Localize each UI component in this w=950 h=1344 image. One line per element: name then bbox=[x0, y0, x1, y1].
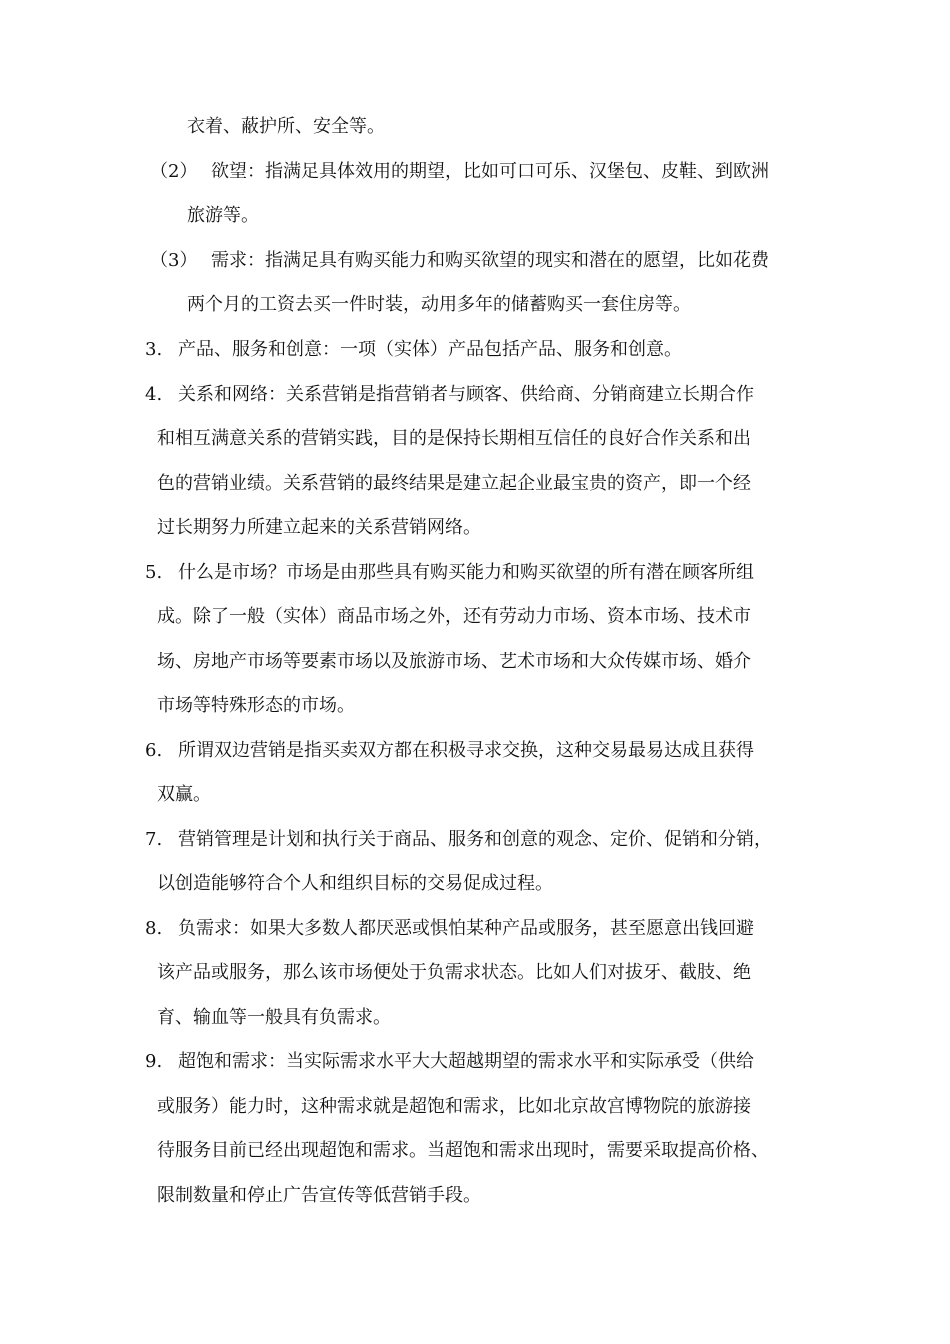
list-item-line: 以创造能够符合个人和组织目标的交易促成过程。 bbox=[157, 873, 553, 894]
list-item-marker: 6. bbox=[145, 740, 163, 761]
list-item-line: 待服务目前已经出现超饱和需求。当超饱和需求出现时，需要采取提高价格、 bbox=[157, 1140, 769, 1161]
list-item-line: 成。除了一般（实体）商品市场之外，还有劳动力市场、资本市场、技术市 bbox=[157, 606, 751, 627]
list-item-marker: 9. bbox=[145, 1051, 163, 1072]
list-item-line: 场、房地产市场等要素市场以及旅游市场、艺术市场和大众传媒市场、婚介 bbox=[157, 651, 751, 672]
sub-item-line: 需求：指满足具有购买能力和购买欲望的现实和潜在的愿望，比如花费 bbox=[211, 250, 769, 271]
list-item-line: 市场等特殊形态的市场。 bbox=[157, 695, 355, 716]
list-item-line: 或服务）能力时，这种需求就是超饱和需求，比如北京故宫博物院的旅游接 bbox=[157, 1096, 751, 1117]
list-item-line: 和相互满意关系的营销实践，目的是保持长期相互信任的良好合作关系和出 bbox=[157, 428, 751, 449]
list-item-line: 色的营销业绩。关系营销的最终结果是建立起企业最宝贵的资产，即一个经 bbox=[157, 473, 751, 494]
list-item-line: 双赢。 bbox=[157, 784, 211, 805]
sub-item-marker: （2） bbox=[150, 161, 198, 182]
list-item-marker: 3. bbox=[145, 339, 163, 360]
list-item-marker: 5. bbox=[145, 562, 163, 583]
list-item-marker: 8. bbox=[145, 918, 163, 939]
sub-item-marker: （3） bbox=[150, 250, 198, 271]
list-item-marker: 7. bbox=[145, 829, 163, 850]
list-item-line: 关系和网络：关系营销是指营销者与顾客、供给商、分销商建立长期合作 bbox=[178, 384, 754, 405]
sub-item-line: 欲望：指满足具体效用的期望，比如可口可乐、汉堡包、皮鞋、到欧洲 bbox=[211, 161, 769, 182]
list-item-line: 超饱和需求：当实际需求水平大大超越期望的需求水平和实际承受（供给 bbox=[178, 1051, 754, 1072]
list-item-line: 负需求：如果大多数人都厌恶或惧怕某种产品或服务，甚至愿意出钱回避 bbox=[178, 918, 754, 939]
list-item-line: 营销管理是计划和执行关于商品、服务和创意的观念、定价、促销和分销， bbox=[178, 829, 772, 850]
sub-item-line: 两个月的工资去买一件时装，动用多年的储蓄购买一套住房等。 bbox=[187, 294, 691, 315]
continuation-line: 衣着、蔽护所、安全等。 bbox=[187, 116, 385, 137]
list-item-line: 育、输血等一般具有负需求。 bbox=[157, 1007, 391, 1028]
list-item-line: 产品、服务和创意：一项（实体）产品包括产品、服务和创意。 bbox=[178, 339, 682, 360]
list-item-line: 什么是市场？市场是由那些具有购买能力和购买欲望的所有潜在顾客所组 bbox=[178, 562, 754, 583]
list-item-line: 过长期努力所建立起来的关系营销网络。 bbox=[157, 517, 481, 538]
list-item-marker: 4. bbox=[145, 384, 163, 405]
list-item-line: 该产品或服务，那么该市场便处于负需求状态。比如人们对拔牙、截肢、绝 bbox=[157, 962, 751, 983]
sub-item-line: 旅游等。 bbox=[187, 205, 259, 226]
list-item-line: 限制数量和停止广告宣传等低营销手段。 bbox=[157, 1185, 481, 1206]
list-item-line: 所谓双边营销是指买卖双方都在积极寻求交换，这种交易最易达成且获得 bbox=[178, 740, 754, 761]
